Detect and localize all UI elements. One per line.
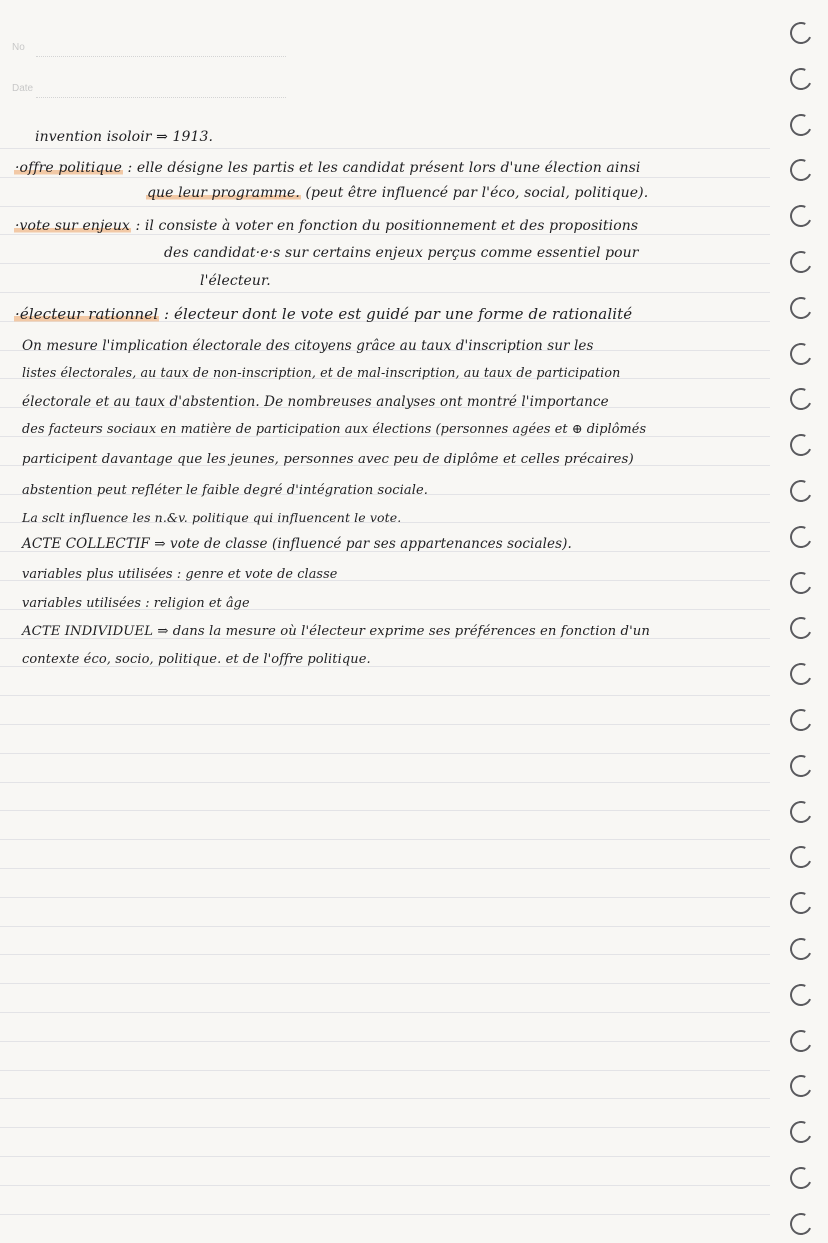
note-line-3-text: (peut être influencé par l'éco, social, politique). — [300, 185, 649, 201]
note-line-8: On mesure l'implication électorale des citoyens grâce au taux d'inscription sur les — [22, 338, 594, 354]
binder-ring — [787, 614, 815, 642]
ruled-line — [0, 695, 770, 696]
binder-ring — [787, 111, 815, 139]
binder-ring — [787, 1027, 815, 1055]
ruled-line — [0, 954, 770, 955]
binder-ring — [787, 889, 815, 917]
note-line-18: ACTE INDIVIDUEL ⇒ dans la mesure où l'électeur exprime ses préférences en fonction d'un — [22, 624, 650, 639]
ruled-line — [0, 1098, 770, 1099]
binder-ring — [787, 569, 815, 597]
note-line-1: invention isoloir ⇒ 1913. — [35, 129, 214, 145]
note-line-17: variables utilisées : religion et âge — [22, 596, 250, 611]
ruled-line — [0, 1041, 770, 1042]
ruled-line — [0, 1214, 770, 1215]
binder-ring — [787, 752, 815, 780]
date-label: Date — [12, 83, 34, 94]
binder-ring — [787, 706, 815, 734]
ruled-line — [0, 206, 770, 207]
note-line-16: variables plus utilisées : genre et vote de classe — [22, 567, 338, 582]
note-line-11: des facteurs sociaux en matière de participation aux élections (personnes agées et ⊕ diplômés — [22, 422, 647, 437]
ruled-line — [0, 1070, 770, 1071]
note-line-14: La sclt influence les n.&v. politique qui influencent le vote. — [22, 510, 402, 525]
ruled-line — [0, 810, 770, 811]
ruled-line — [0, 897, 770, 898]
term-vote-sur-enjeux: ·vote sur enjeux — [15, 218, 130, 234]
binder-ring — [787, 1164, 815, 1192]
ruled-line — [0, 839, 770, 840]
note-line-7 — [14, 305, 632, 323]
binder-ring — [787, 981, 815, 1009]
note-line-10: électorale et au taux d'abstention. De nombreuses analyses ont montré l'importance — [22, 394, 609, 410]
note-line-4-text: : il consiste à voter en fonction du positionnement et des propositions — [130, 218, 639, 234]
ruled-line — [0, 1127, 770, 1128]
ruled-line — [0, 983, 770, 984]
note-line-2-text: : elle désigne les partis et les candidat présent lors d'une élection ainsi — [122, 160, 641, 176]
binder-ring — [787, 523, 815, 551]
binder-ring — [787, 294, 815, 322]
note-line-13: abstention peut refléter le faible degré d'intégration sociale. — [22, 483, 429, 498]
binder-ring — [787, 65, 815, 93]
ruled-line — [0, 177, 770, 178]
ruled-line — [0, 1012, 770, 1013]
note-line-3 — [146, 184, 648, 202]
binder-ring — [787, 1210, 815, 1238]
no-line — [36, 56, 286, 57]
binder-ring — [787, 477, 815, 505]
ruled-line — [0, 292, 770, 293]
binder-ring — [787, 935, 815, 963]
binder-ring — [787, 202, 815, 230]
binder-ring — [787, 660, 815, 688]
note-line-6: l'électeur. — [200, 273, 271, 289]
note-line-19: contexte éco, socio, politique. et de l'offre politique. — [22, 652, 371, 667]
term-offre-politique: ·offre politique — [15, 160, 122, 176]
binder-ring — [787, 19, 815, 47]
binder-ring — [787, 798, 815, 826]
ruled-line — [0, 724, 770, 725]
term-programme: que leur programme. — [147, 185, 300, 201]
binder-ring — [787, 340, 815, 368]
ruled-line — [0, 263, 770, 264]
binder-ring — [787, 248, 815, 276]
note-line-9: listes électorales, au taux de non-inscription, et de mal-inscription, au taux de participation — [22, 365, 621, 380]
note-line-12: participent davantage que les jeunes, personnes avec peu de diplôme et celles précaires) — [22, 452, 634, 467]
binder-ring — [787, 1118, 815, 1146]
note-line-4 — [14, 217, 638, 235]
ruled-line — [0, 868, 770, 869]
ruled-line — [0, 782, 770, 783]
ruled-line — [0, 926, 770, 927]
ruled-line — [0, 1156, 770, 1157]
note-line-2 — [14, 159, 640, 177]
binder-ring — [787, 1072, 815, 1100]
ruled-line — [0, 1185, 770, 1186]
note-line-7-text: : électeur dont le vote est guidé par une forme de rationalité — [159, 305, 633, 323]
binder-ring — [787, 431, 815, 459]
ruled-line — [0, 148, 770, 149]
no-label: No — [12, 42, 25, 53]
binder-ring — [787, 385, 815, 413]
note-line-15: ACTE COLLECTIF ⇒ vote de classe (influencé par ses appartenances sociales). — [22, 536, 572, 552]
term-electeur-rationnel: ·électeur rationnel — [15, 305, 159, 323]
binder-ring — [787, 843, 815, 871]
binder-ring — [787, 156, 815, 184]
date-line — [36, 97, 286, 98]
ruled-line — [0, 753, 770, 754]
note-line-5: des candidat·e·s sur certains enjeux perçus comme essentiel pour — [164, 245, 639, 261]
